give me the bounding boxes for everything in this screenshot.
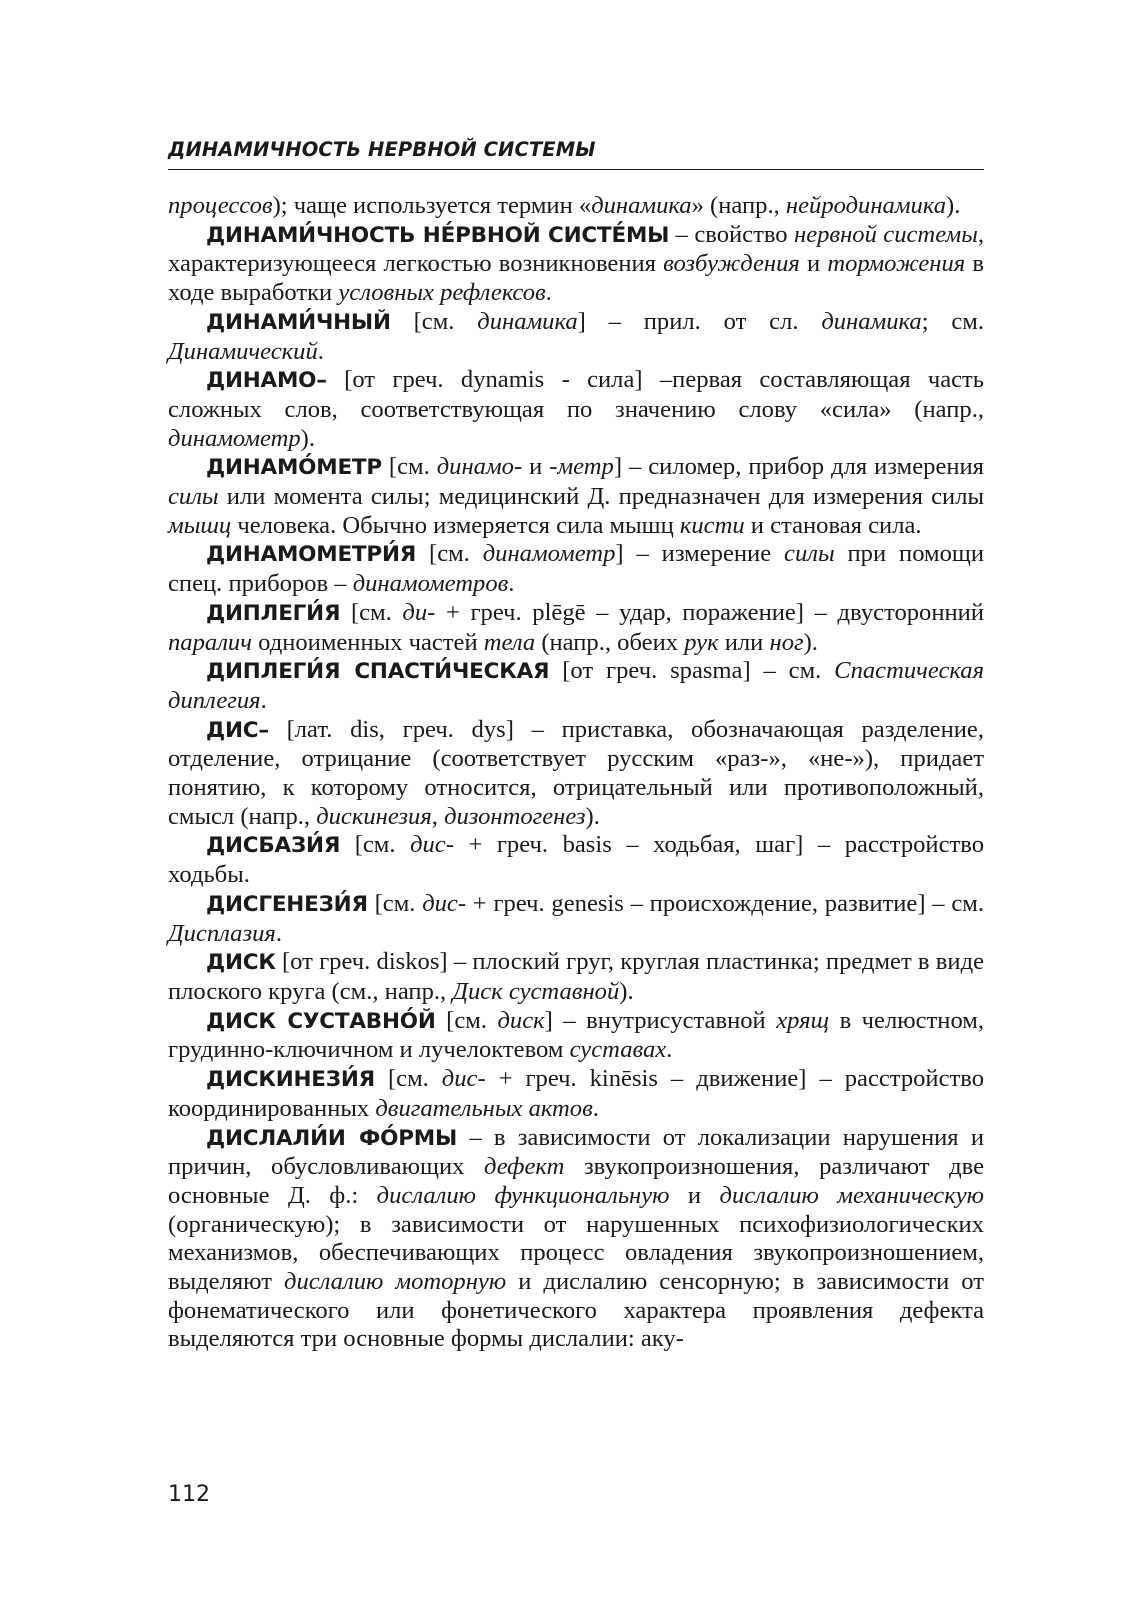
cross-reference: суставах xyxy=(569,1036,667,1064)
entry-continuation xyxy=(168,192,984,221)
entry-text: [см. xyxy=(381,453,437,481)
entry-text: и xyxy=(799,250,828,278)
dictionary-entry xyxy=(168,890,984,948)
cross-reference: тела xyxy=(483,628,536,656)
entry-text: при помощи спец. приборов – xyxy=(168,540,984,598)
entry-text: . xyxy=(275,919,282,947)
cross-reference: Диск суставной xyxy=(452,977,620,1005)
cross-reference: дис xyxy=(410,831,446,859)
entry-text: [см. xyxy=(340,598,403,626)
entry-text: ; см. xyxy=(921,307,985,335)
entry-headword: ДИНАМО́МЕТР xyxy=(206,455,382,481)
entry-text: - + греч. basis – ходьбая, шаг] – расстройство ходьбы. xyxy=(168,831,984,889)
entry-text: [см. xyxy=(390,307,478,335)
cross-reference: динамометр xyxy=(168,424,301,452)
dictionary-entry xyxy=(168,599,984,657)
cross-reference: мышц xyxy=(168,511,232,539)
entry-text: [см. xyxy=(416,540,483,568)
entry-text: [см. xyxy=(435,1006,498,1034)
cross-reference: рук xyxy=(684,628,719,656)
entry-text: [от греч. dynamis - сила] –первая составляющая часть сложных слов, соответствующая по значению слову «сила» (напр., xyxy=(168,366,984,423)
cross-reference: динамика xyxy=(477,307,578,335)
cross-reference: Дисплазия xyxy=(168,919,276,947)
entry-text: (органическую); в зависимости от нарушенных психофизиологических механизмов, обеспечивающих процесс овладения звукопроизношением, выделяют xyxy=(168,1210,984,1296)
entry-text: в ходе выработки xyxy=(168,250,984,307)
cross-reference: метр xyxy=(557,453,614,481)
cross-reference: дизонтогенез xyxy=(444,802,586,830)
dictionary-entry xyxy=(168,366,984,453)
entry-text: или xyxy=(718,628,770,656)
cross-reference: условных рефлексов xyxy=(338,279,546,307)
cross-reference: кисти xyxy=(679,511,745,539)
entry-headword: ДИСЛАЛИ́И ФО́РМЫ xyxy=(206,1125,458,1151)
entry-text: [от греч. spasma] – см. xyxy=(549,657,835,685)
entry-text: . xyxy=(317,337,324,365)
dictionary-entry xyxy=(168,1065,984,1123)
running-head: ДИНАМИЧНОСТЬ НЕРВНОЙ СИСТЕМЫ xyxy=(168,138,984,170)
cross-reference: динамика xyxy=(821,307,922,335)
cross-reference: паралич xyxy=(168,628,252,656)
entry-text: ); чаще используется термин « xyxy=(272,192,592,219)
entry-text: человека. Обычно измеряется сила мышц xyxy=(231,511,680,539)
entry-headword: ДИСБАЗИ́Я xyxy=(206,833,341,859)
cross-reference: Спастическая диплегия xyxy=(168,657,985,714)
entry-text: в челюстном, грудинно-ключичном и лучелоктевом xyxy=(168,1006,984,1064)
entry-text: [см. xyxy=(367,889,423,917)
cross-reference: двигательных актов xyxy=(375,1094,593,1122)
entry-text: , характеризующееся легкостью возникновения xyxy=(168,220,985,278)
dictionary-entry xyxy=(168,308,984,366)
entry-headword: ДИПЛЕГИ́Я xyxy=(206,600,341,626)
cross-reference: возбуждения xyxy=(663,250,800,278)
page-number: 112 xyxy=(168,1482,210,1507)
entry-text: ] – прил. от сл. xyxy=(577,307,822,335)
cross-reference: процессов xyxy=(168,192,273,219)
entry-headword: ДИНАМИ́ЧНОСТЬ НЕ́РВНОЙ СИСТЕ́МЫ xyxy=(206,222,670,248)
entry-text: . xyxy=(508,570,515,598)
entry-text: и xyxy=(669,1181,720,1209)
entry-text: [см. xyxy=(375,1065,442,1093)
entry-text: ). xyxy=(300,424,315,452)
entry-headword: ДИС– xyxy=(206,717,269,743)
dictionary-entry xyxy=(168,831,984,889)
entry-text: ). xyxy=(619,977,634,1005)
entry-text: . xyxy=(666,1036,673,1064)
entry-text: звукопроизношения, различают две основные Д. ф.: xyxy=(168,1153,984,1209)
entry-headword: ДИСК СУСТАВНО́Й xyxy=(206,1008,436,1034)
cross-reference: дис xyxy=(441,1065,478,1093)
entry-text: . xyxy=(545,279,552,307)
entry-text: ] – измерение xyxy=(615,540,785,568)
entry-text: - + греч. genesis – происхождение, развитие] – см. xyxy=(457,889,984,917)
entry-text: » (напр., xyxy=(691,192,786,219)
dictionary-entry xyxy=(168,657,984,715)
entry-headword: ДИНАМОМЕТРИ́Я xyxy=(206,542,417,568)
cross-reference: торможения xyxy=(827,250,966,278)
entry-text: или момента силы; медицинский Д. предназначен для измерения силы xyxy=(218,483,984,511)
entry-text: ] – силомер, прибор для измерения xyxy=(613,453,984,481)
entry-text: ). xyxy=(585,802,600,830)
cross-reference: дислалию моторную xyxy=(284,1268,507,1296)
entry-headword: ДИСГЕНЕЗИ́Я xyxy=(206,891,368,917)
cross-reference: ди xyxy=(402,598,428,626)
entry-text: [лат. dis, греч. dys] – приставка, обозначающая разделение, отделение, отрицание (соответствует русским «раз-», «не-»), придает понятию, к которому относится, отрицательный или противоположный, смысл (напр., xyxy=(168,715,984,830)
cross-reference: динамометр xyxy=(482,540,616,568)
entry-text: - + греч. kinēsis – движение] – расстройство координированных xyxy=(168,1065,984,1122)
dictionary-entry xyxy=(168,1007,984,1065)
entry-headword: ДИНАМО– xyxy=(206,368,327,394)
cross-reference: дискинезия xyxy=(316,802,432,830)
dictionary-text xyxy=(168,192,984,1354)
entry-text: – в зависимости от локализации нарушения и причин, обусловливающих xyxy=(168,1123,984,1181)
cross-reference: дислалию функциональную xyxy=(376,1181,670,1209)
entry-headword: ДИСК xyxy=(206,950,276,976)
entry-headword: ДИСКИНЕЗИ́Я xyxy=(206,1067,375,1093)
entry-headword: ДИНАМИ́ЧНЫЙ xyxy=(206,309,391,335)
dictionary-entry xyxy=(168,540,984,598)
cross-reference: силы xyxy=(168,483,219,511)
entry-text: ] – внутрисуставной xyxy=(544,1006,777,1034)
dictionary-entry xyxy=(168,716,984,832)
cross-reference: дис xyxy=(422,889,458,917)
dictionary-entry xyxy=(168,1124,984,1355)
cross-reference: хрящ xyxy=(776,1006,830,1034)
cross-reference: динамо xyxy=(436,453,514,481)
cross-reference: силы xyxy=(784,540,835,568)
dictionary-entry xyxy=(168,221,984,308)
entry-text: одноименных частей xyxy=(251,628,484,656)
cross-reference: диск xyxy=(497,1006,545,1034)
entry-text: - и - xyxy=(513,453,558,481)
cross-reference: Динамический xyxy=(168,337,318,365)
entry-text: - + греч. plēgē – удар, поражение] – двусторонний xyxy=(427,598,984,626)
cross-reference: динамика xyxy=(591,192,692,219)
entry-text: и становая сила. xyxy=(744,511,922,539)
entry-text: , xyxy=(431,802,445,830)
entry-text: (напр., обеих xyxy=(535,628,685,656)
entry-headword: ДИПЛЕГИ́Я СПАСТИ́ЧЕСКАЯ xyxy=(206,659,550,685)
dictionary-entry xyxy=(168,453,984,540)
dictionary-entry xyxy=(168,948,984,1006)
cross-reference: нервной системы xyxy=(794,220,978,248)
cross-reference: нейродинамика xyxy=(785,192,947,219)
cross-reference: дислалию механическую xyxy=(719,1181,984,1209)
entry-text: и дислалию сенсорную; в зависимости от фонематического или фонетического характера проявления дефекта выделяются три основные формы дислалии: аку- xyxy=(168,1268,984,1353)
cross-reference: ног xyxy=(769,628,804,656)
entry-text: [см. xyxy=(340,831,411,859)
entry-text: . xyxy=(260,686,267,714)
entry-text: . xyxy=(592,1094,599,1122)
entry-text: [от греч. diskos] – плоский груг, круглая пластинка; предмет в виде плоского круга (см., напр., xyxy=(168,948,984,1005)
cross-reference: дефект xyxy=(484,1153,565,1181)
cross-reference: динамометров xyxy=(352,570,509,598)
entry-text: – свойство xyxy=(669,220,794,248)
entry-text: ). xyxy=(946,192,961,219)
entry-text: ). xyxy=(803,628,818,656)
